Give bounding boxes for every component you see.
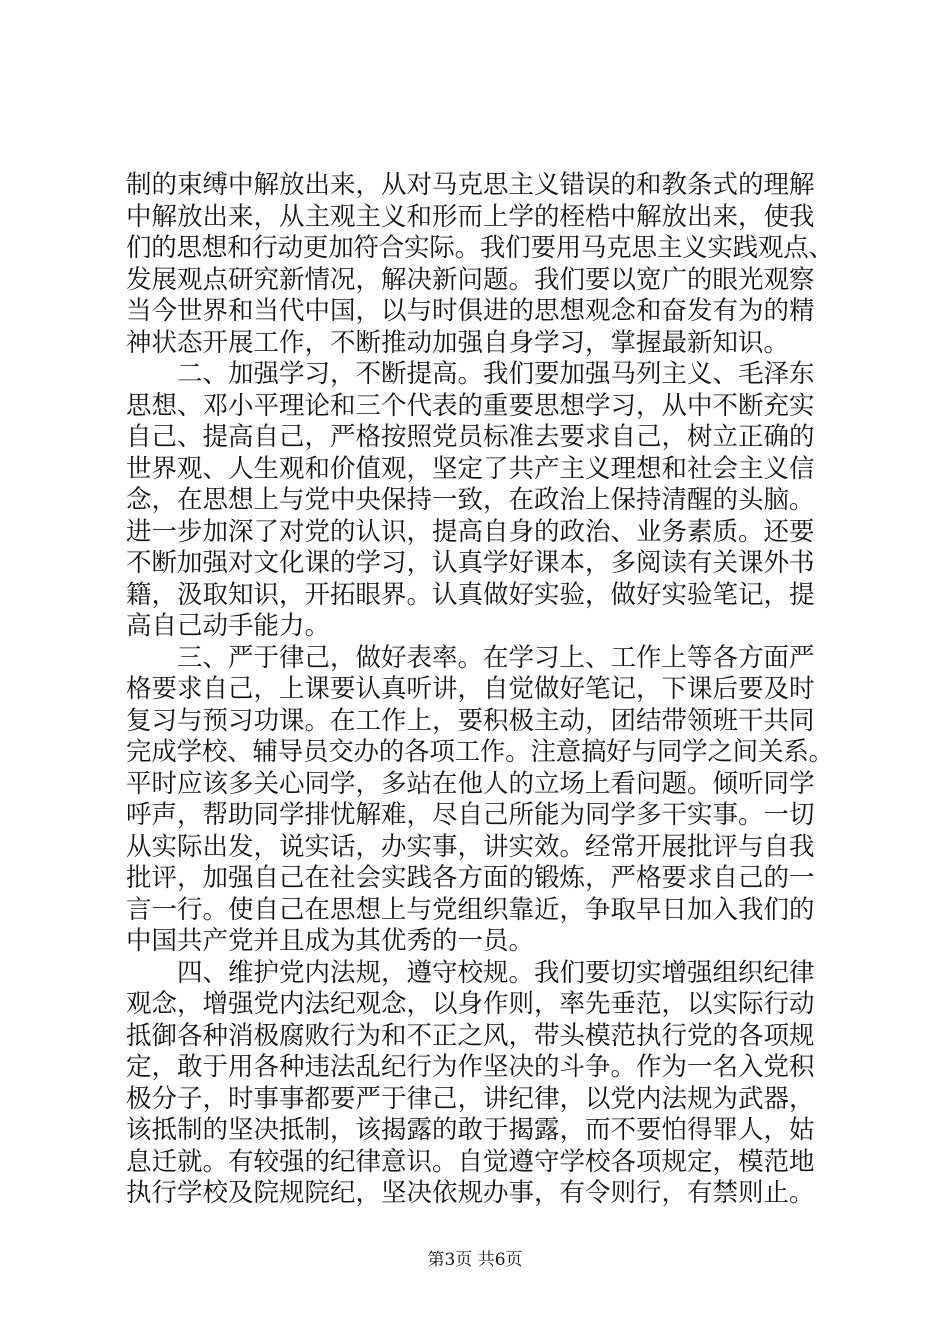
text-line: 执行学校及院规院纪，坚决依规办事，有令则行，有禁则止。 xyxy=(126,1178,815,1208)
body-text xyxy=(126,170,834,1210)
text-line: 四、维护党内法规，遵守校规。我们要切实增强组织纪律 xyxy=(126,957,815,988)
page-footer: 第3页 共6页 xyxy=(427,1250,523,1270)
text-line: 该抵制的坚决抵制，该揭露的敢于揭露，而不要怕得罪人，姑 xyxy=(126,1115,815,1145)
text-line: 复习与预习功课。在工作上，要积极主动，团结带领班干共同 xyxy=(126,705,815,736)
text-line: 当今世界和当代中国，以与时俱进的思想观念和奋发有为的精 xyxy=(126,296,815,326)
text-line: 极分子，时事事都要严于律己，讲纪律，以党内法规为武器， xyxy=(126,1083,815,1114)
text-line: 定，敢于用各种违法乱纪行为作坚决的斗争。作为一名入党积 xyxy=(126,1052,815,1082)
text-line: 息迁就。有较强的纪律意识。自觉遵守学校各项规定，模范地 xyxy=(126,1146,815,1177)
text-line: 高自己动手能力。 xyxy=(126,611,331,641)
text-line: 批评，加强自己在社会实践各方面的锻炼，严格要求自己的一 xyxy=(126,863,815,893)
text-line: 中国共产党并且成为其优秀的一员。 xyxy=(126,926,535,956)
text-line: 二、加强学习，不断提高。我们要加强马列主义、毛泽东 xyxy=(126,359,815,389)
text-line: 世界观、人生观和价值观，坚定了共产主义理想和社会主义信 xyxy=(126,453,815,484)
text-line: 发展观点研究新情况，解决新问题。我们要以宽广的眼光观察 xyxy=(126,264,815,295)
text-line: 进一步加深了对党的认识，提高自身的政治、业务素质。还要 xyxy=(126,516,815,547)
text-line: 三、严于律己，做好表率。在学习上、工作上等各方面严 xyxy=(126,642,815,673)
text-line: 抵御各种消极腐败行为和不正之风，带头模范执行党的各项规 xyxy=(126,1020,815,1051)
text-line: 格要求自己，上课要认真听讲，自觉做好笔记，下课后要及时 xyxy=(126,674,815,704)
text-line: 自己、提高自己，严格按照党员标准去要求自己，树立正确的 xyxy=(126,422,815,452)
text-line: 观念，增强党内法纪观念，以身作则，率先垂范，以实际行动 xyxy=(126,989,815,1019)
text-line: 完成学校、辅导员交办的各项工作。注意搞好与同学之间关系。 xyxy=(126,737,834,767)
text-line: 制的束缚中解放出来，从对马克思主义错误的和教条式的理解 xyxy=(126,170,815,200)
text-line: 中解放出来，从主观主义和形而上学的桎梏中解放出来，使我 xyxy=(126,201,815,232)
text-line: 念，在思想上与党中央保持一致，在政治上保持清醒的头脑。 xyxy=(126,485,815,515)
text-line: 籍，汲取知识，开拓眼界。认真做好实验，做好实验笔记，提 xyxy=(126,579,815,610)
text-line: 从实际出发，说实话，办实事，讲实效。经常开展批评与自我 xyxy=(126,831,815,862)
text-line: 神状态开展工作，不断推动加强自身学习，掌握最新知识。 xyxy=(126,327,790,358)
text-line: 言一行。使自己在思想上与党组织靠近，争取早日加入我们的 xyxy=(126,894,815,925)
text-line: 思想、邓小平理论和三个代表的重要思想学习，从中不断充实 xyxy=(126,390,815,421)
text-line: 不断加强对文化课的学习，认真学好课本，多阅读有关课外书 xyxy=(126,548,815,578)
text-line: 平时应该多关心同学，多站在他人的立场上看问题。倾听同学 xyxy=(126,768,815,799)
text-line: 呼声，帮助同学排忧解难，尽自己所能为同学多干实事。一切 xyxy=(126,800,815,830)
text-line: 们的思想和行动更加符合实际。我们要用马克思主义实践观点、 xyxy=(126,233,834,263)
